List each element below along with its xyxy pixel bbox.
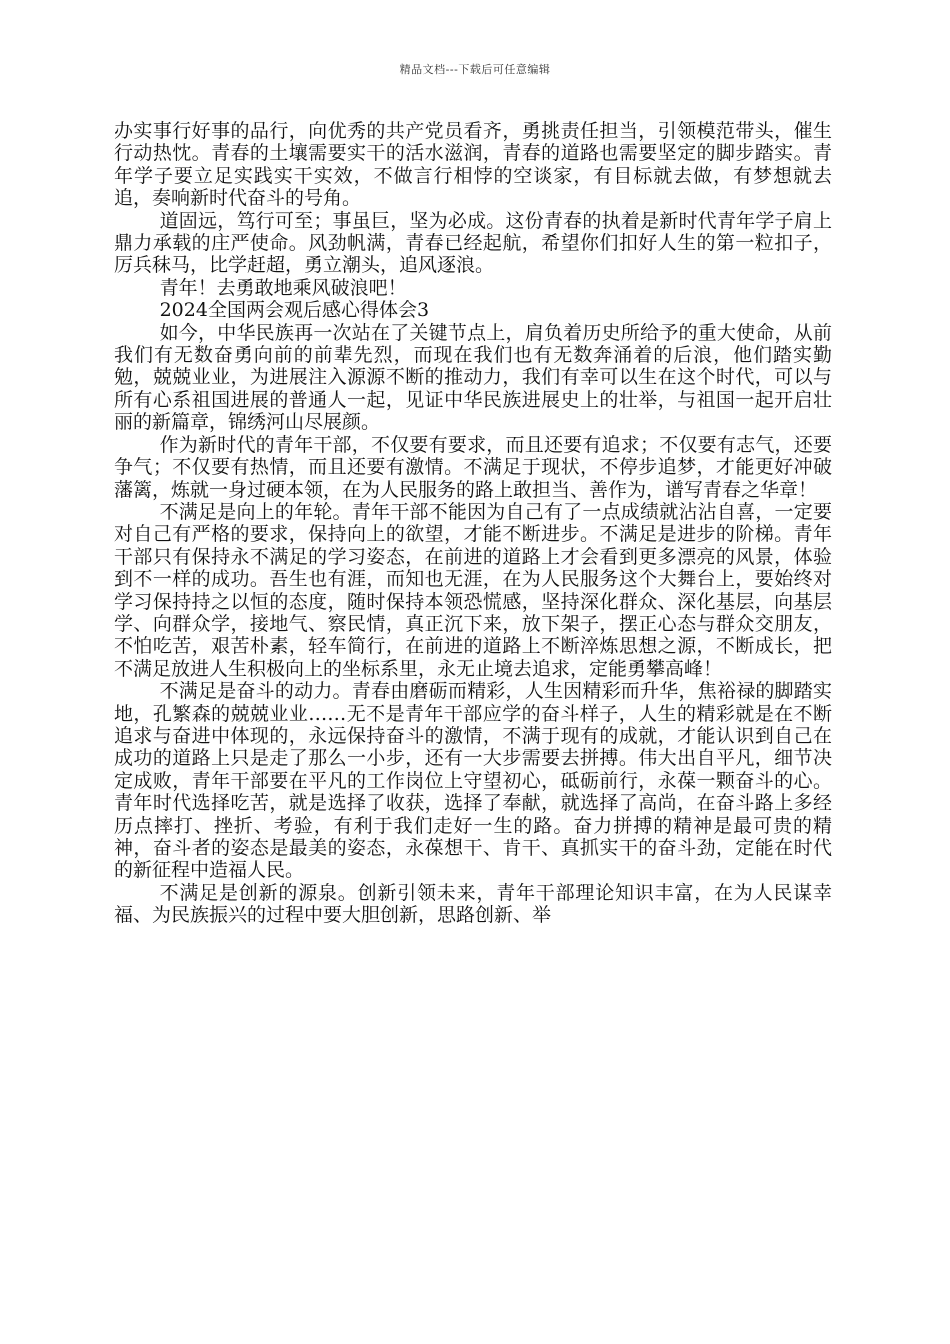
paragraph: 作为新时代的青年干部，不仅要有要求，而且还要有追求；不仅要有志气，还要争气；不仅要有热情，而且还要有激情。不满足于现状，不停步追梦，才能更好冲破藩篱，炼就一身过硬本领，在为人民服务的路上敢担当、善作为，谱写青春之华章！: [114, 433, 832, 501]
paragraph: 不满足是奋斗的动力。青春由磨砺而精彩，人生因精彩而升华，焦裕禄的脚踏实地，孔繁森的兢兢业业……无不是青年干部应学的奋斗样子，人生的精彩就是在不断追求与奋进中体现的，永远保持奋斗的激情，不满于现有的成就，才能认识到自己在成功的道路上只是走了那么一小步，还有一大步需要去拼搏。伟大出自平凡，细节决定成败，青年干部要在平凡的工作岗位上守望初心，砥砺前行，永葆一颗奋斗的心。青年时代选择吃苦，就是选择了收获，选择了奉献，就选择了高尚，在奋斗路上多经历点摔打、挫折、考验，有利于我们走好一生的路。奋力拼搏的精神是最可贵的精神，奋斗者的姿态是最美的姿态，永葆想干、肯干、真抓实干的奋斗劲，定能在时代的新征程中造福人民。: [114, 680, 832, 882]
paragraph: 不满足是向上的年轮。青年干部不能因为自己有了一点成绩就沾沾自喜，一定要对自己有严格的要求，保持向上的欲望，才能不断进步。不满足是进步的阶梯。青年干部只有保持永不满足的学习姿态，在前进的道路上才会看到更多漂亮的风景，体验到不一样的成功。吾生也有涯，而知也无涯，在为人民服务这个大舞台上，要始终对学习保持持之以恒的态度，随时保持本领恐慌感，坚持深化群众、深化基层，向基层学、向群众学，接地气、察民情，真正沉下来，放下架子，摆正心态与群众交朋友，不怕吃苦，艰苦朴素，轻车简行，在前进的道路上不断淬炼思想之源，不断成长，把不满足放进人生积极向上的坐标系里，永无止境去追求，定能勇攀高峰！: [114, 500, 832, 680]
document-body: [114, 120, 832, 927]
section-title: 2024全国两会观后感心得体会3: [159, 299, 430, 322]
paragraph-exclamation: 青年！去勇敢地乘风破浪吧！: [159, 276, 407, 299]
paragraph: 道固远，笃行可至；事虽巨，坚为必成。这份青春的执着是新时代青年学子肩上鼎力承载的庄严使命。风劲帆满，青春已经起航，希望你们扣好人生的第一粒扣子，厉兵秣马，比学赶超，勇立潮头，追风逐浪。: [114, 209, 832, 277]
paragraph: 如今，中华民族再一次站在了关键节点上，肩负着历史所给予的重大使命，从前我们有无数奋勇向前的前辈先烈，而现在我们也有无数奔涌着的后浪，他们踏实勤勉，兢兢业业，为进展注入源源不断的推动力，我们有幸可以生在这个时代，可以与所有心系祖国进展的普通人一起，见证中华民族进展史上的壮举，与祖国一起开启壮丽的新篇章，锦绣河山尽展颜。: [114, 321, 832, 434]
paragraph: 不满足是创新的源泉。创新引领未来，青年干部理论知识丰富，在为人民谋幸福、为民族振兴的过程中要大胆创新，思路创新、举: [114, 881, 832, 927]
paragraph-continuation: 办实事行好事的品行，向优秀的共产党员看齐，勇挑责任担当，引领模范带头，催生行动热忱。青春的土壤需要实干的活水滋润，青春的道路也需要坚定的脚步踏实。青年学子要立足实践实干实效，不做言行相悖的空谈家，有目标就去做，有梦想就去追，奏响新时代奋斗的号角。: [114, 120, 832, 210]
page-header: 精品文档---下载后可任意编辑: [399, 63, 551, 76]
